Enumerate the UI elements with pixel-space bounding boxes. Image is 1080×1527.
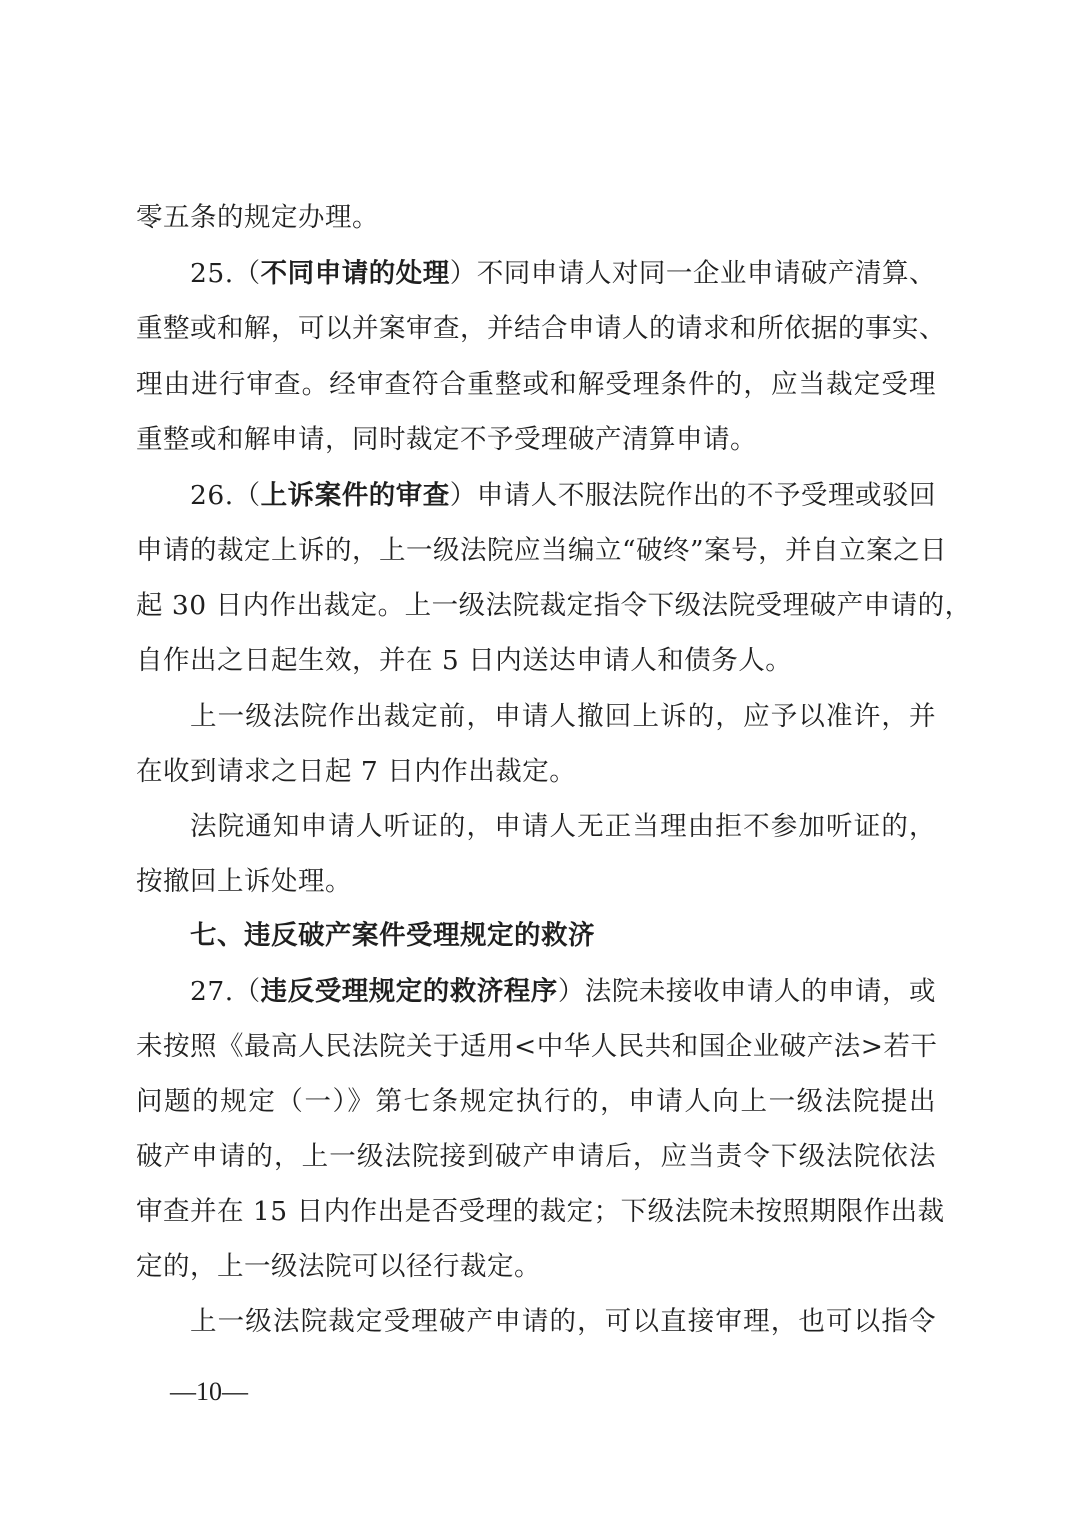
text-line: 在收到请求之日起 7 日内作出裁定。 xyxy=(136,756,577,787)
article-number: 25.（ xyxy=(190,258,261,289)
text-line: 定的，上一级法院可以径行裁定。 xyxy=(136,1251,541,1282)
article-number: 27.（ xyxy=(190,976,261,1007)
text-line: 重整或和解申请，同时裁定不予受理破产清算申请。 xyxy=(136,424,757,455)
text-line: 理由进行审查。经审查符合重整或和解受理条件的，应当裁定受理 xyxy=(136,369,936,400)
article-26-first-line xyxy=(190,476,936,516)
article-text: ）不同申请人对同一企业申请破产清算、 xyxy=(449,258,936,289)
article-title: 上诉案件的审查 xyxy=(260,480,450,511)
article-title: 违反受理规定的救济程序 xyxy=(260,976,558,1007)
text-line: 重整或和解，可以并案审查，并结合申请人的请求和所依据的事实、 xyxy=(136,313,946,344)
text-line: 起 30 日内作出裁定。上一级法院裁定指令下级法院受理破产申请的， xyxy=(136,590,972,621)
article-25-first-line xyxy=(190,254,936,294)
article-text: ）申请人不服法院作出的不予受理或驳回 xyxy=(449,480,936,511)
article-text: ）法院未接收申请人的申请，或 xyxy=(557,976,936,1007)
text-line: 按撤回上诉处理。 xyxy=(136,866,352,897)
text-line: 未按照《最高人民法院关于适用<中华人民共和国企业破产法>若干 xyxy=(136,1031,938,1062)
section-heading: 七、违反破产案件受理规定的救济 xyxy=(190,920,595,951)
article-number: 26.（ xyxy=(190,480,261,511)
text-line: 上一级法院裁定受理破产申请的，可以直接审理，也可以指令 xyxy=(190,1306,936,1337)
text-line: 零五条的规定办理。 xyxy=(136,202,379,233)
article-27-first-line xyxy=(190,972,936,1012)
text-line: 破产申请的，上一级法院接到破产申请后，应当责令下级法院依法 xyxy=(136,1141,936,1172)
article-title: 不同申请的处理 xyxy=(260,258,450,289)
text-line: 申请的裁定上诉的，上一级法院应当编立“破终”案号，并自立案之日 xyxy=(136,535,948,566)
text-line: 自作出之日起生效，并在 5 日内送达申请人和债务人。 xyxy=(136,645,793,676)
page-number: —10— xyxy=(170,1377,248,1406)
text-line: 问题的规定（一）》第七条规定执行的，申请人向上一级法院提出 xyxy=(136,1086,936,1117)
text-line: 审查并在 15 日内作出是否受理的裁定；下级法院未按照期限作出裁 xyxy=(136,1196,945,1227)
text-line: 法院通知申请人听证的，申请人无正当理由拒不参加听证的， xyxy=(190,811,936,842)
text-line: 上一级法院作出裁定前，申请人撤回上诉的，应予以准许，并 xyxy=(190,701,936,732)
